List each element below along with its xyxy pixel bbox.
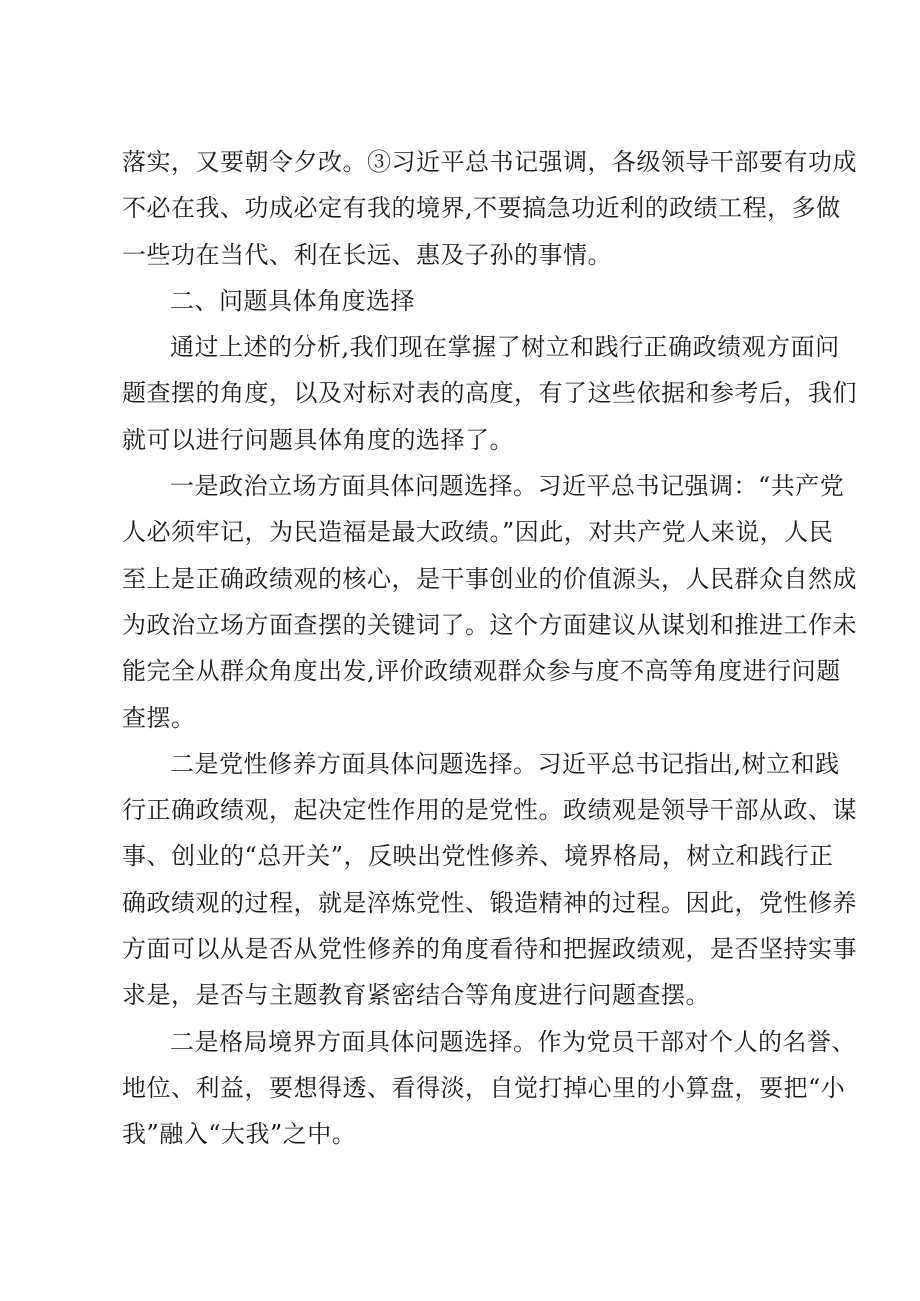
document-body: [122, 139, 857, 1158]
text-line: 人必须牢记，为民造福是最大政绩。”因此，对共产党人来说，人民: [122, 518, 834, 547]
paragraph-continued: [122, 139, 857, 278]
paragraph-party-spirit: [122, 741, 857, 1019]
text-line: 落实，又要朝令夕改。③习近平总书记强调，各级领导干部要有功成: [122, 148, 857, 176]
text-line: 事、创业的“总开关”，反映出党性修养、境界格局，树立和践行正: [122, 842, 834, 871]
text-line: 二是党性修养方面具体问题选择。习近平总书记指出,树立和践: [170, 749, 840, 778]
text-line: 求是，是否与主题教育紧密结合等角度进行问题查摆。: [122, 981, 710, 1010]
text-line: 地位、利益，要想得透、看得淡，自觉打掉心里的小算盘，要把“小: [122, 1073, 846, 1102]
text-line: 我”融入“大我”之中。: [122, 1120, 357, 1149]
paragraph-pattern-realm: [122, 1019, 856, 1158]
section-heading: [122, 278, 802, 324]
text-line: 就可以进行问题具体角度的选择了。: [122, 425, 514, 454]
section-heading-text: 二、问题具体角度选择: [170, 286, 415, 315]
text-line: 一些功在当代、利在长远、惠及子孙的事情。: [122, 240, 612, 269]
text-line: 题查摆的角度，以及对标对表的高度，有了这些依据和参考后，我们: [122, 379, 857, 408]
text-line: 通过上述的分析,我们现在掌握了树立和践行正确政绩观方面问: [170, 333, 840, 362]
text-line: 至上是正确政绩观的核心，是干事创业的价值源头，人民群众自然成: [122, 564, 857, 593]
text-line: 二是格局境界方面具体问题选择。作为党员干部对个人的名誉、: [170, 1027, 856, 1056]
text-line: 方面可以从是否从党性修养的角度看待和把握政绩观，是否坚持实事: [122, 935, 857, 964]
text-line: 确政绩观的过程，就是淬炼党性、锻造精神的过程。因此，党性修养: [122, 888, 857, 917]
text-line: 一是政治立场方面具体问题选择。习近平总书记强调：“共产党: [170, 472, 845, 501]
text-line: 行正确政绩观，起决定性作用的是党性。政绩观是领导干部从政、谋: [122, 796, 857, 825]
text-line: 为政治立场方面查摆的关键词了。这个方面建议从谋划和推进工作未: [122, 610, 857, 639]
text-line: 能完全从群众角度出发,评价政绩观群众参与度不高等角度进行问题: [122, 657, 841, 686]
paragraph-political-stance: [122, 463, 857, 741]
text-line: 不必在我、功成必定有我的境界,不要搞急功近利的政绩工程，多做: [122, 194, 841, 223]
paragraph-intro: [122, 324, 857, 463]
text-line: 查摆。: [122, 703, 196, 732]
